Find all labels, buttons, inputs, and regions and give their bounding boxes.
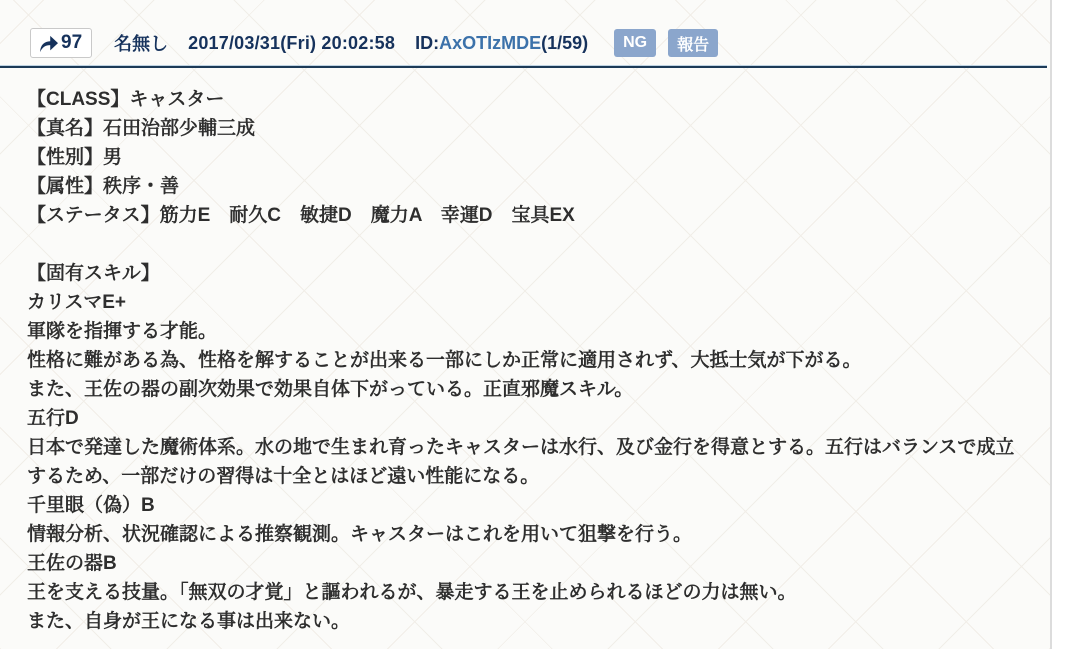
body-line: 性格に難がある為、性格を解することが出来る一部にしか正常に適用されず、大抵士気が下がる。 xyxy=(27,350,862,371)
post-body xyxy=(0,68,1050,636)
author-name: 名無し xyxy=(114,34,169,54)
ng-button[interactable]: NG xyxy=(614,29,656,57)
post-datetime: 2017/03/31(Fri) 20:02:58 xyxy=(188,32,396,53)
forward-arrow-icon xyxy=(38,34,59,53)
body-line: 情報分析、状況確認による推察観測。キャスターはこれを用いて狙撃を行う。 xyxy=(27,524,693,545)
body-line: 千里眼（偽）B xyxy=(27,495,155,516)
body-line: 日本で発達した魔術体系。水の地で生まれ育ったキャスターは水行、及び金行を得意とする。五行はバランスで成立するため、一部だけの習得は十全とはほど遠い性能になる。 xyxy=(27,437,1015,487)
body-line xyxy=(27,230,1022,259)
id-value-link[interactable]: AxOTIzMDE xyxy=(439,32,542,53)
post-number: 97 xyxy=(61,32,83,53)
post-header xyxy=(0,0,1050,65)
body-line: 軍隊を指揮する才能。 xyxy=(27,321,218,342)
body-line: 【固有スキル】 xyxy=(27,263,160,284)
body-line: 王を支える技量。「無双の才覚」と謳われるが、暴走する王を止められるほどの力は無い。 xyxy=(27,582,797,603)
body-line: 【CLASS】キャスター xyxy=(27,89,225,110)
body-line: 王佐の器B xyxy=(27,553,117,574)
body-line: また、王佐の器の副次効果で効果自体下がっている。正直邪魔スキル。 xyxy=(27,379,634,400)
body-line: 【ステータス】筋力E 耐久C 敏捷D 魔力A 幸運D 宝具EX xyxy=(27,205,575,226)
body-line: 【属性】秩序・善 xyxy=(27,176,180,197)
post-number-anchor[interactable] xyxy=(30,28,92,58)
id-label: ID: xyxy=(415,32,440,53)
body-line: 【真名】石田治部少輔三成 xyxy=(27,118,256,139)
id-post-count: (1/59) xyxy=(541,32,589,53)
body-line: 【性別】男 xyxy=(27,147,123,168)
body-line: また、自身が王になる事は出来ない。 xyxy=(27,611,351,632)
body-line: 五行D xyxy=(27,408,79,429)
report-button[interactable]: 報告 xyxy=(668,29,718,57)
body-line: カリスマE+ xyxy=(27,292,127,313)
poster-id xyxy=(415,33,588,54)
